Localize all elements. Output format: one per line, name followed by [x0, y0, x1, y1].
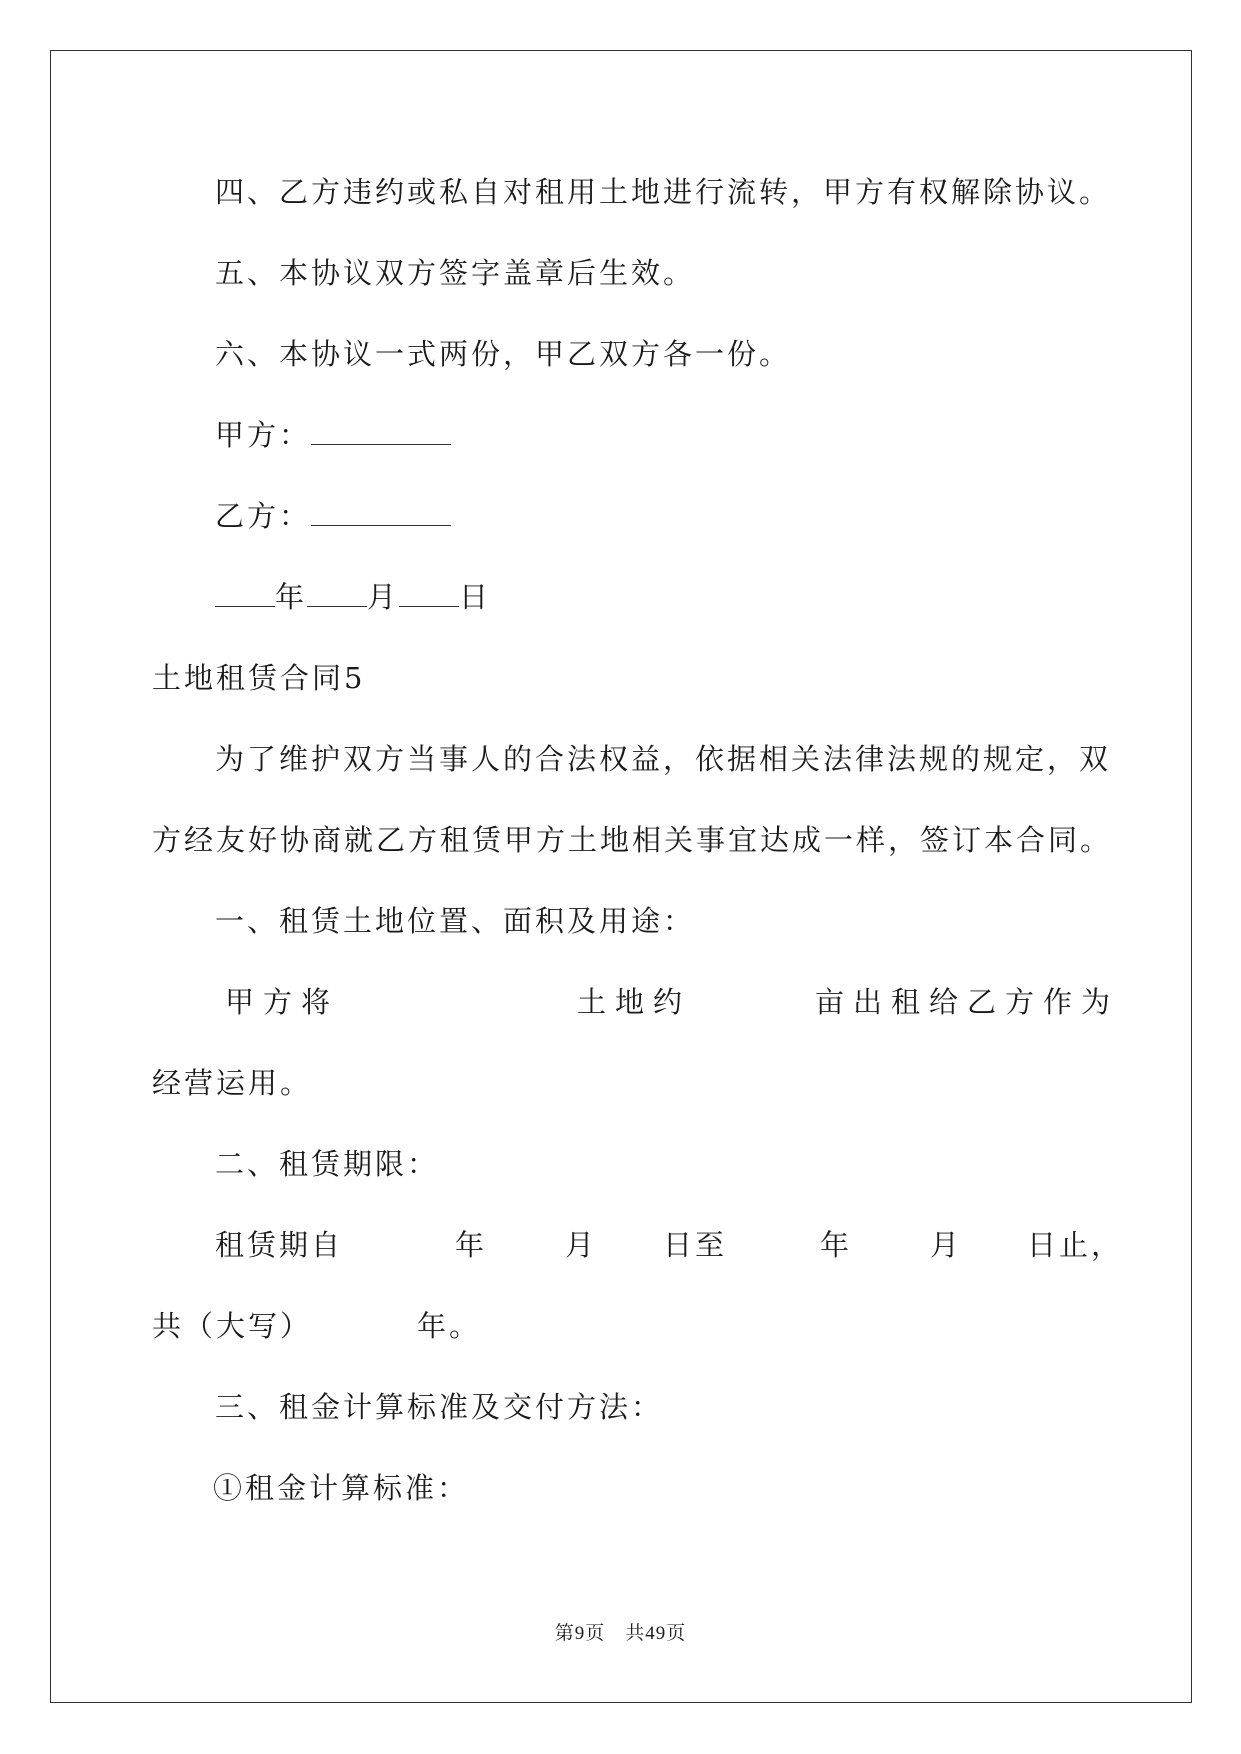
section-1-part-a: 甲方将 — [225, 985, 340, 1019]
footer-suffix: 页 — [666, 1622, 687, 1644]
footer-mid: 页 共 — [585, 1622, 646, 1644]
intro-line-2: 方经友好协商就乙方租赁甲方土地相关事宜达成一样，签订本合同。 — [152, 823, 1113, 857]
section-1-part-b: 土地约 — [577, 985, 692, 1019]
lease-term-month-2: 月 — [930, 1228, 963, 1262]
page-number: 9 — [574, 1623, 586, 1644]
party-b-label: 乙方： — [215, 499, 312, 533]
footer-prefix: 第 — [554, 1622, 575, 1644]
party-a-blank — [311, 416, 451, 445]
party-b-line — [215, 496, 451, 536]
lease-total-label: 共（大写） — [152, 1309, 313, 1343]
section-3-heading: 三、租金计算标准及交付方法： — [215, 1390, 664, 1424]
clause-5: 五、本协议双方签字盖章后生效。 — [215, 256, 696, 290]
lease-term-day-1: 日至 — [663, 1228, 728, 1262]
lease-term-month-1: 月 — [565, 1228, 598, 1262]
lease-term-day-2: 日止， — [1027, 1228, 1124, 1262]
total-pages: 49 — [645, 1623, 667, 1644]
date-line — [215, 577, 491, 617]
day-label: 日 — [459, 580, 492, 614]
section-2-heading: 二、租赁期限： — [215, 1147, 440, 1181]
clause-4: 四、乙方违约或私自对租用土地进行流转，甲方有权解除协议。 — [215, 175, 1112, 209]
section-3-item-1: ①租金计算标准： — [213, 1471, 470, 1505]
party-b-blank — [311, 497, 451, 526]
month-blank — [307, 578, 367, 607]
party-a-line — [215, 415, 451, 455]
lease-term-year-1: 年 — [455, 1228, 488, 1262]
clause-6: 六、本协议一式两份，甲乙双方各一份。 — [215, 337, 792, 371]
contract-title: 土地租赁合同5 — [152, 661, 366, 695]
section-1-heading: 一、租赁土地位置、面积及用途： — [215, 904, 696, 938]
day-blank — [399, 578, 459, 607]
lease-term-year-2: 年 — [820, 1228, 853, 1262]
section-1-line-2: 经营运用。 — [152, 1066, 313, 1100]
month-label: 月 — [367, 580, 400, 614]
page-border — [50, 50, 1192, 1703]
intro-line-1: 为了维护双方当事人的合法权益，依据相关法律法规的规定，双 — [215, 742, 1112, 776]
page-footer — [0, 1620, 1241, 1647]
year-label: 年 — [275, 580, 308, 614]
lease-term-start: 租赁期自 — [215, 1228, 344, 1262]
party-a-label: 甲方： — [215, 418, 312, 452]
year-blank — [215, 578, 275, 607]
lease-total-unit: 年。 — [417, 1309, 482, 1343]
section-1-part-c: 亩出租给乙方作为 — [815, 985, 1120, 1019]
